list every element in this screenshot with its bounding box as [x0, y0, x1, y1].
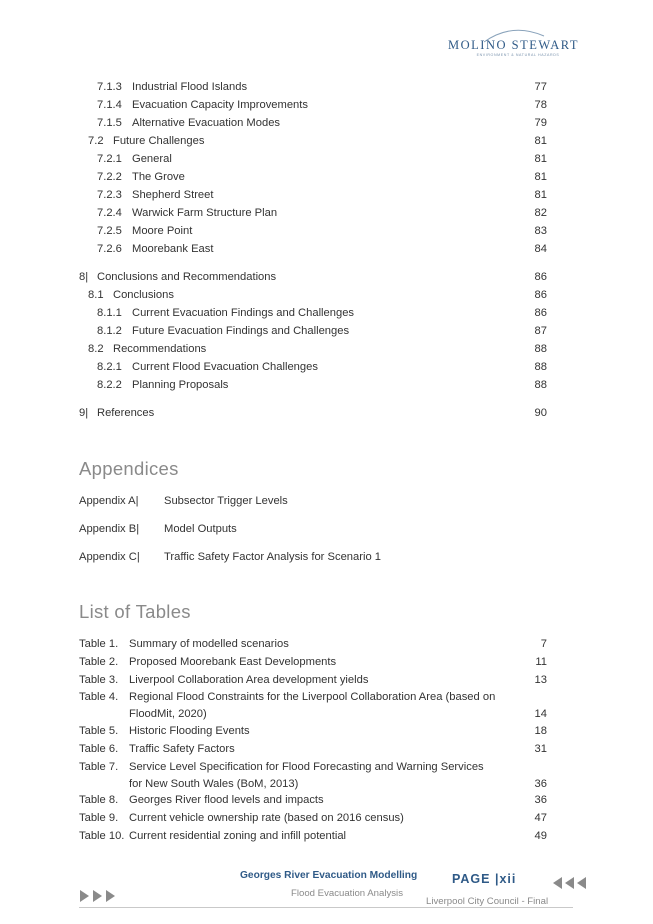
appendices-heading: Appendices: [79, 458, 179, 479]
toc-entry-page: 81: [534, 135, 547, 147]
toc-entry-number: 7.2.6: [97, 243, 122, 255]
appendix-entry[interactable]: [0, 493, 653, 509]
table-title: Proposed Moorebank East Developments: [129, 656, 337, 668]
toc-entry-page: 82: [534, 207, 547, 219]
appendix-label: Appendix C|: [79, 551, 140, 563]
footer-document-subtitle: Flood Evacuation Analysis: [291, 888, 403, 899]
table-title: Historic Flooding Events: [129, 725, 250, 737]
toc-entry-title: Moorebank East: [132, 243, 214, 255]
toc-entry-title: General: [132, 153, 172, 165]
toc-entry-page: 90: [534, 407, 547, 419]
table-page: 49: [534, 830, 547, 842]
toc-entry-number: 8.1.1: [97, 307, 122, 319]
toc-entry[interactable]: [0, 133, 653, 149]
toc-entry-page: 86: [534, 271, 547, 283]
appendix-entry[interactable]: [0, 521, 653, 537]
table-list-entry[interactable]: [0, 689, 653, 723]
toc-entry-page: 79: [534, 117, 547, 129]
toc-entry-number: 7.2.1: [97, 153, 122, 165]
appendix-title: Traffic Safety Factor Analysis for Scenario 1: [164, 551, 382, 563]
toc-entry-title: Conclusions and Recommendations: [97, 271, 277, 283]
toc-entry-title: Alternative Evacuation Modes: [132, 117, 281, 129]
logo-name: MOLINO STEWART: [448, 38, 580, 52]
footer-document-title: Georges River Evacuation Modelling: [240, 870, 418, 881]
appendix-entry[interactable]: [0, 549, 653, 565]
table-page: 11: [535, 656, 547, 668]
footer-page-number: PAGE |xii: [452, 872, 517, 886]
toc-entry-number: 7.2: [88, 135, 104, 147]
table-label: Table 2.: [79, 656, 119, 668]
table-label: Table 1.: [79, 638, 119, 650]
toc-entry-title: Shepherd Street: [132, 189, 214, 201]
toc-entry[interactable]: [0, 241, 653, 257]
toc-entry-title: Industrial Flood Islands: [132, 81, 248, 93]
toc-entry-page: 81: [534, 189, 547, 201]
back-arrows-icon: [552, 876, 588, 890]
toc-entry-page: 88: [534, 343, 547, 355]
toc-entry-title: Future Challenges: [113, 135, 205, 147]
toc-entry[interactable]: [0, 305, 653, 321]
table-list-entry[interactable]: [0, 759, 653, 793]
table-page: 36: [534, 778, 547, 790]
table-label: Table 8.: [79, 794, 119, 806]
toc-entry-title: Current Flood Evacuation Challenges: [132, 361, 318, 373]
table-page: 47: [534, 812, 547, 824]
toc-entry-page: 81: [534, 153, 547, 165]
footer-divider: [79, 907, 573, 908]
toc-entry[interactable]: [0, 97, 653, 113]
toc-entry-page: 83: [534, 225, 547, 237]
forward-arrows-icon: [80, 889, 118, 903]
table-label: Table 6.: [79, 743, 119, 755]
toc-entry-page: 86: [534, 307, 547, 319]
table-title: Traffic Safety Factors: [129, 743, 235, 755]
toc-entry-page: 86: [534, 289, 547, 301]
toc-entry-number: 8|: [79, 271, 89, 283]
footer-client: Liverpool City Council - Final: [426, 896, 549, 907]
table-page: 7: [540, 638, 547, 650]
table-title: Service Level Specification for Flood Forecasting and Warning Services for New South Wales (BoM, 2013): [129, 761, 484, 790]
table-label: Table 10.: [79, 830, 125, 842]
toc-entry-page: 88: [534, 361, 547, 373]
toc-entry-title: Current Evacuation Findings and Challenges: [132, 307, 355, 319]
table-label: Table 4.: [79, 691, 119, 703]
toc-entry[interactable]: [0, 359, 653, 375]
toc-entry[interactable]: [0, 187, 653, 203]
toc-entry[interactable]: [0, 115, 653, 131]
table-title: Summary of modelled scenarios: [129, 638, 289, 650]
toc-entry-page: 84: [534, 243, 547, 255]
table-page: 13: [534, 674, 547, 686]
toc-entry-number: 7.2.4: [97, 207, 122, 219]
toc-entry-number: 8.2: [88, 343, 104, 355]
toc-entry-number: 7.1.5: [97, 117, 122, 129]
toc-entry[interactable]: [0, 287, 653, 303]
toc-entry-title: Planning Proposals: [132, 379, 229, 391]
toc-entry-page: 77: [534, 81, 547, 93]
table-title: Georges River flood levels and impacts: [129, 794, 324, 806]
table-title: Liverpool Collaboration Area development yields: [129, 674, 369, 686]
list-of-tables-heading: List of Tables: [79, 601, 191, 622]
toc-entry[interactable]: [0, 151, 653, 167]
toc-entry-number: 8.2.2: [97, 379, 122, 391]
table-list-entry[interactable]: [0, 810, 653, 827]
table-label: Table 3.: [79, 674, 119, 686]
logo-tagline: ENVIRONMENT & NATURAL HAZARDS: [476, 53, 560, 57]
toc-entry-number: 7.2.3: [97, 189, 122, 201]
table-label: Table 7.: [79, 761, 119, 773]
appendix-label: Appendix A|: [79, 495, 139, 507]
toc-entry-title: Warwick Farm Structure Plan: [132, 207, 278, 219]
toc-entry-number: 7.2.2: [97, 171, 122, 183]
toc-entry-page: 88: [534, 379, 547, 391]
table-list-entry[interactable]: [0, 636, 653, 653]
toc-entry[interactable]: [0, 269, 653, 285]
toc-entry-number: 8.1.2: [97, 325, 122, 337]
table-list-entry[interactable]: [0, 792, 653, 809]
table-page: 36: [534, 794, 547, 806]
toc-entry[interactable]: [0, 377, 653, 393]
toc-entry-title: Future Evacuation Findings and Challenges: [132, 325, 350, 337]
company-logo: [444, 24, 580, 60]
toc-entry-title: Moore Point: [132, 225, 193, 237]
toc-entry-title: References: [97, 407, 155, 419]
table-list-entry[interactable]: [0, 723, 653, 740]
table-list-entry[interactable]: [0, 828, 653, 845]
toc-entry-number: 7.1.4: [97, 99, 122, 111]
toc-entry-title: The Grove: [132, 171, 185, 183]
toc-entry[interactable]: [0, 169, 653, 185]
toc-entry[interactable]: [0, 323, 653, 339]
table-list-entry[interactable]: [0, 672, 653, 689]
table-page: 14: [534, 708, 547, 720]
toc-entry-page: 81: [534, 171, 547, 183]
toc-entry-number: 9|: [79, 407, 89, 419]
toc-entry-number: 8.1: [88, 289, 104, 301]
table-title: Current residential zoning and infill potential: [129, 830, 347, 842]
toc-entry[interactable]: [0, 405, 653, 421]
toc-entry-title: Evacuation Capacity Improvements: [132, 99, 308, 111]
table-title: Regional Flood Constraints for the Liverpool Collaboration Area (based on FloodMit, 2020): [129, 691, 496, 720]
table-page: 18: [534, 725, 547, 737]
appendix-title: Model Outputs: [164, 523, 237, 535]
table-label: Table 9.: [79, 812, 119, 824]
toc-entry-number: 7.1.3: [97, 81, 122, 93]
appendix-label: Appendix B|: [79, 523, 140, 535]
table-page: 31: [534, 743, 547, 755]
toc-entry-number: 8.2.1: [97, 361, 122, 373]
toc-entry-page: 78: [534, 99, 547, 111]
toc-entry-number: 7.2.5: [97, 225, 122, 237]
appendix-title: Subsector Trigger Levels: [164, 495, 288, 507]
table-list-entry[interactable]: [0, 654, 653, 671]
toc-entry-page: 87: [534, 325, 547, 337]
toc-entry[interactable]: [0, 79, 653, 95]
table-label: Table 5.: [79, 725, 119, 737]
toc-entry-title: Conclusions: [113, 289, 174, 301]
toc-entry[interactable]: [0, 205, 653, 221]
toc-entry[interactable]: [0, 223, 653, 239]
table-list-entry[interactable]: [0, 741, 653, 758]
toc-entry[interactable]: [0, 341, 653, 357]
toc-entry-title: Recommendations: [113, 343, 207, 355]
table-title: Current vehicle ownership rate (based on 2016 census): [129, 812, 404, 824]
